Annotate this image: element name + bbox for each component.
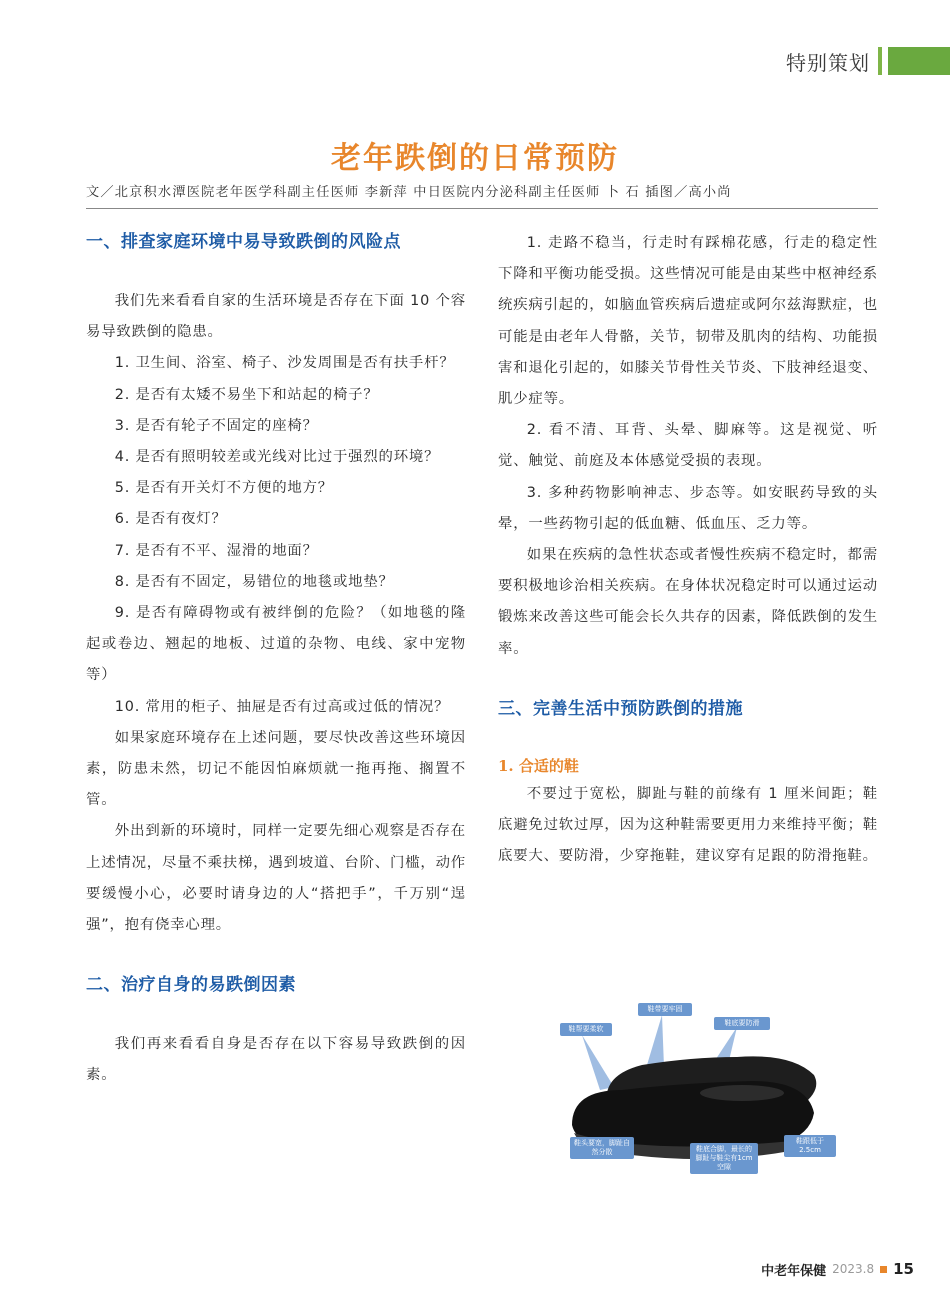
paragraph: 如果家庭环境存在上述问题，要尽快改善这些环境因素，防患未然，切记不能因怕麻烦就一拖再拖、搁置不管。 bbox=[86, 729, 466, 809]
list-item: 2. 是否有太矮不易坐下和站起的椅子？ bbox=[114, 386, 379, 403]
paragraph: 1. 走路不稳当，行走时有踩棉花感，行走的稳定性下降和平衡功能受损。这些情况可能是由某些中枢神经系统疾病引起的，如脑血管疾病后遗症或阿尔兹海默症，也可能是由老年人骨骼，关节，韧带及肌肉的结构、功能损害和退化引起的，如膝关节骨性关节炎、下肢神经退变、肌少症等。 bbox=[498, 235, 878, 408]
paragraph: 不要过于宽松，脚趾与鞋的前缘有 1 厘米间距；鞋底避免过软过厚，因为这种鞋需要更用力来维持平衡；鞋底要大、要防滑，少穿拖鞋，建议穿有足跟的防滑拖鞋。 bbox=[498, 785, 878, 865]
section-heading-2: 二、治疗自身的易跌倒因素 bbox=[86, 975, 296, 996]
section-heading-3: 三、完善生活中预防跌倒的措施 bbox=[498, 698, 743, 719]
section-tag bbox=[786, 44, 950, 78]
section-tag-label: 特别策划 bbox=[786, 50, 870, 75]
section-tag-bar bbox=[878, 47, 882, 75]
callout-heel: 鞋跟低于2.5cm bbox=[784, 1135, 836, 1157]
paragraph: 如果在疾病的急性状态或者慢性疾病不稳定时，都需要积极地诊治相关疾病。在身体状况稳定时可以通过运动锻炼来改善这些可能会长久共存的因素，降低跌倒的发生率。 bbox=[498, 547, 878, 657]
list-item: 6. 是否有夜灯？ bbox=[114, 511, 227, 528]
header-rule bbox=[86, 208, 878, 209]
page-number: 15 bbox=[893, 1260, 914, 1278]
callout-laces: 鞋带要牢固 bbox=[638, 1003, 692, 1016]
footer-dot bbox=[880, 1266, 887, 1273]
list-item: 4. 是否有照明较差或光线对比过于强烈的环境？ bbox=[114, 449, 440, 466]
paragraph: 2. 看不清、耳背、头晕、脚麻等。这是视觉、听觉、触觉、前庭及本体感觉受损的表现。 bbox=[498, 422, 878, 470]
magazine-name: 中老年保健 bbox=[761, 1263, 827, 1279]
list-item: 5. 是否有开关灯不方便的地方？ bbox=[114, 480, 333, 497]
callout-toe-box: 鞋头要宽，脚趾自然分散 bbox=[570, 1137, 634, 1159]
left-column bbox=[86, 228, 466, 1092]
paragraph: 我们再来看看自身是否存在以下容易导致跌倒的因素。 bbox=[86, 1036, 466, 1084]
list-item: 1. 卫生间、浴室、椅子、沙发周围是否有扶手杆？ bbox=[114, 355, 455, 372]
paragraph-intro: 我们先来看看自家的生活环境是否存在下面 10 个容易导致跌倒的隐患。 bbox=[86, 293, 466, 341]
section-heading-1: 一、排查家庭环境中易导致跌倒的风险点 bbox=[86, 232, 401, 252]
callout-fit: 鞋底合脚，最长的脚趾与鞋尖有1cm空隙 bbox=[690, 1143, 758, 1174]
article-byline: 文／北京积水潭医院老年医学科副主任医师 李新萍 中日医院内分泌科副主任医师 卜 石 插图／高小尚 bbox=[86, 185, 732, 200]
page-footer bbox=[761, 1259, 914, 1279]
list-item: 3. 是否有轮子不固定的座椅？ bbox=[114, 417, 318, 434]
section-tag-block bbox=[888, 47, 950, 75]
list-item: 10. 常用的柜子、抽屉是否有过高或过低的情况？ bbox=[114, 698, 450, 715]
list-item: 7. 是否有不平、湿滑的地面？ bbox=[114, 542, 318, 559]
right-column bbox=[498, 228, 878, 872]
callout-upper: 鞋帮要柔软 bbox=[560, 1023, 612, 1036]
list-item: 9. 是否有障碍物或有被绊倒的危险？（如地毯的隆起或卷边、翘起的地板、过道的杂物、电线、家中宠物等） bbox=[86, 605, 466, 684]
subheading-shoes: 1. 合适的鞋 bbox=[498, 756, 579, 775]
callout-sole-grip: 鞋底要防滑 bbox=[714, 1017, 770, 1030]
paragraph: 外出到新的环境时，同样一定要先细心观察是否存在上述情况，尽量不乘扶梯，遇到坡道、台阶、门槛，动作要缓慢小心，必要时请身边的人“搭把手”，千万别“逞强”，抱有侥幸心理。 bbox=[86, 823, 466, 934]
issue-number: 2023.8 bbox=[832, 1262, 875, 1276]
paragraph: 3. 多种药物影响神志、步态等。如安眠药导致的头晕，一些药物引起的低血糖、低血压、乏力等。 bbox=[498, 484, 878, 532]
list-item: 8. 是否有不固定，易错位的地毯或地垫？ bbox=[114, 573, 394, 590]
shoe-illustration bbox=[552, 995, 842, 1185]
article-title: 老年跌倒的日常预防 bbox=[331, 141, 619, 176]
